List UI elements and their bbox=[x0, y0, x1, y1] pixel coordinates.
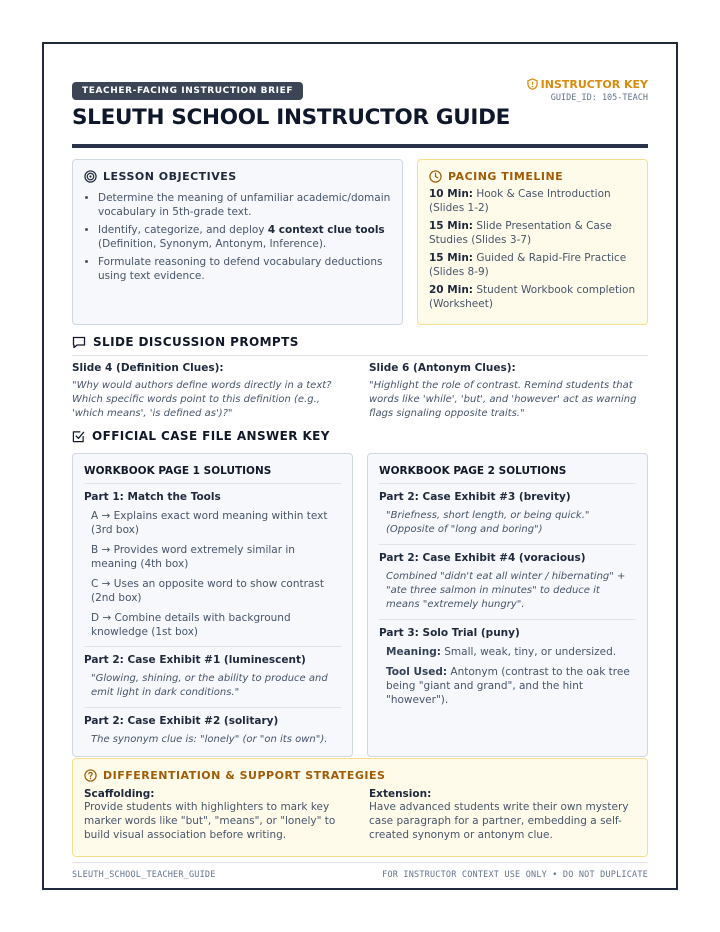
match-item: D → Combine details with background knowledge (1st box) bbox=[91, 612, 291, 638]
page-footer bbox=[72, 862, 648, 880]
objective-text: (Definition, Synonym, Antonym, Inference). bbox=[98, 238, 327, 250]
shield-alert-icon bbox=[527, 78, 538, 90]
pacing-desc: Hook & Case Introduction (Slides 1-2) bbox=[429, 188, 611, 214]
prompt-text: "Why would authors define words directly in a text? Which specific words point to this definition (e.g., 'which means', 'is defined as')?" bbox=[72, 380, 332, 419]
pacing-time: 20 Min: bbox=[429, 284, 473, 296]
match-item: B → Provides word extremely similar in meaning (4th box) bbox=[91, 544, 295, 570]
extension-text: Have advanced students write their own mystery case paragraph for a partner, embedding a self-created synonym or antonym clue. bbox=[369, 801, 629, 841]
answer-text: "Glowing, shining, or the ability to produce and emit light in dark conditions." bbox=[91, 673, 328, 698]
answer-key-heading-text: OFFICIAL CASE FILE ANSWER KEY bbox=[92, 429, 330, 443]
divider bbox=[379, 544, 636, 545]
prompt-title: Slide 6 (Antonym Clues): bbox=[369, 362, 516, 374]
differentiation-heading-text: DIFFERENTIATION & SUPPORT STRATEGIES bbox=[103, 769, 386, 782]
workbook-page-2-card bbox=[367, 453, 648, 757]
answer-text: "Briefness, short length, or being quick." (Opposite of "long and boring") bbox=[386, 510, 590, 535]
top-row bbox=[72, 159, 648, 325]
answer-key-heading bbox=[72, 429, 648, 443]
objectives-heading-text: LESSON OBJECTIVES bbox=[103, 170, 237, 183]
scaffolding-text: Provide students with highlighters to mark key marker words like "but", "means", or "lonely" to build visual association before writing. bbox=[84, 801, 336, 841]
pacing-item bbox=[429, 219, 636, 247]
brief-tag: TEACHER-FACING INSTRUCTION BRIEF bbox=[72, 82, 303, 100]
pacing-time: 10 Min: bbox=[429, 188, 473, 200]
guide-id: GUIDE_ID: 105-TEACH bbox=[550, 93, 648, 103]
meaning-text: Small, weak, tiny, or undersized. bbox=[440, 646, 617, 658]
answer-text: The synonym clue is: "lonely" (or "on its own"). bbox=[91, 734, 328, 745]
objectives-card bbox=[72, 159, 403, 325]
divider bbox=[84, 707, 341, 708]
pacing-item bbox=[429, 187, 636, 215]
objectives-list bbox=[84, 191, 391, 283]
clock-icon bbox=[429, 170, 442, 183]
footer-right: FOR INSTRUCTOR CONTEXT USE ONLY • DO NOT DUPLICATE bbox=[382, 870, 648, 880]
prompts-heading-text: SLIDE DISCUSSION PROMPTS bbox=[93, 335, 299, 349]
part-title: Part 2: Case Exhibit #4 (voracious) bbox=[379, 552, 586, 564]
answer-row bbox=[72, 453, 648, 757]
pacing-desc: Student Workbook completion (Worksheet) bbox=[429, 284, 636, 310]
objective-emphasis: 4 context clue tools bbox=[267, 224, 385, 236]
objective-item: • Formulate reasoning to defend vocabulary deductions using text evidence. bbox=[98, 255, 391, 283]
footer-left: SLEUTH_SCHOOL_TEACHER_GUIDE bbox=[72, 870, 216, 880]
part-title: Part 3: Solo Trial (puny) bbox=[379, 627, 520, 639]
instructor-key-label bbox=[527, 78, 648, 91]
part-title: Part 2: Case Exhibit #3 (brevity) bbox=[379, 491, 571, 503]
differentiation-heading bbox=[84, 769, 636, 782]
prompts-row bbox=[72, 362, 648, 421]
pacing-time: 15 Min: bbox=[429, 252, 473, 264]
workbook-page-1-card bbox=[72, 453, 353, 757]
objective-text: Identify, categorize, and deploy bbox=[98, 224, 268, 236]
pacing-desc: Guided & Rapid-Fire Practice (Slides 8-9) bbox=[429, 252, 627, 278]
prompts-heading bbox=[72, 335, 648, 356]
prompt-title: Slide 4 (Definition Clues): bbox=[72, 362, 224, 374]
checkbox-icon bbox=[72, 430, 85, 443]
scaffolding-column bbox=[84, 788, 351, 842]
differentiation-row bbox=[84, 788, 636, 842]
divider bbox=[84, 646, 341, 647]
help-circle-icon bbox=[84, 769, 97, 782]
tool-text: Antonym (contrast to the oak tree being "giant and grand", and the hint "however"). bbox=[386, 666, 630, 706]
tool-line bbox=[386, 665, 636, 707]
workbook-page-1-title: WORKBOOK PAGE 1 SOLUTIONS bbox=[84, 465, 341, 484]
part-title: Part 2: Case Exhibit #2 (solitary) bbox=[84, 715, 279, 727]
pacing-item bbox=[429, 251, 636, 279]
prompt-slide-4 bbox=[72, 362, 351, 421]
target-icon bbox=[84, 170, 97, 183]
workbook-page-2-title: WORKBOOK PAGE 2 SOLUTIONS bbox=[379, 465, 636, 484]
pacing-desc: Slide Presentation & Case Studies (Slides 3-7) bbox=[429, 220, 612, 246]
prompt-text: "Highlight the role of contrast. Remind students that words like 'while', 'but', and 'however' act as warning flags signaling opposite traits." bbox=[369, 380, 637, 419]
pacing-item bbox=[429, 283, 636, 311]
pacing-heading-text: PACING TIMELINE bbox=[448, 170, 564, 183]
chat-icon bbox=[72, 336, 86, 349]
pacing-time: 15 Min: bbox=[429, 220, 473, 232]
page-content bbox=[72, 78, 648, 880]
instructor-key-block bbox=[527, 78, 648, 103]
objective-item bbox=[98, 223, 391, 251]
guide-page bbox=[42, 42, 678, 890]
meaning-label: Meaning: bbox=[386, 646, 441, 658]
key-label-text: INSTRUCTOR KEY bbox=[540, 78, 648, 91]
answer-text: Combined "didn't eat all winter / hibernating" + "ate three salmon in minutes" to deduce it means "extremely hungry". bbox=[386, 571, 626, 610]
match-item: A → Explains exact word meaning within text (3rd box) bbox=[91, 510, 328, 536]
header-rule bbox=[72, 144, 648, 148]
scaffolding-title: Scaffolding: bbox=[84, 788, 155, 800]
tool-label: Tool Used: bbox=[386, 666, 448, 678]
part-title: Part 2: Case Exhibit #1 (luminescent) bbox=[84, 654, 306, 666]
extension-column bbox=[369, 788, 636, 842]
objectives-heading bbox=[84, 170, 391, 183]
extension-title: Extension: bbox=[369, 788, 432, 800]
pacing-card bbox=[417, 159, 648, 325]
match-item: C → Uses an opposite word to show contrast (2nd box) bbox=[91, 578, 324, 604]
page-header bbox=[72, 78, 648, 138]
divider bbox=[379, 619, 636, 620]
page-title: SLEUTH SCHOOL INSTRUCTOR GUIDE bbox=[72, 105, 511, 130]
part-title: Part 1: Match the Tools bbox=[84, 491, 221, 503]
prompt-slide-6 bbox=[369, 362, 648, 421]
pacing-heading bbox=[429, 170, 636, 183]
objective-item: • Determine the meaning of unfamiliar academic/domain vocabulary in 5th-grade text. bbox=[98, 191, 391, 219]
differentiation-card bbox=[72, 758, 648, 857]
meaning-line bbox=[386, 645, 636, 659]
